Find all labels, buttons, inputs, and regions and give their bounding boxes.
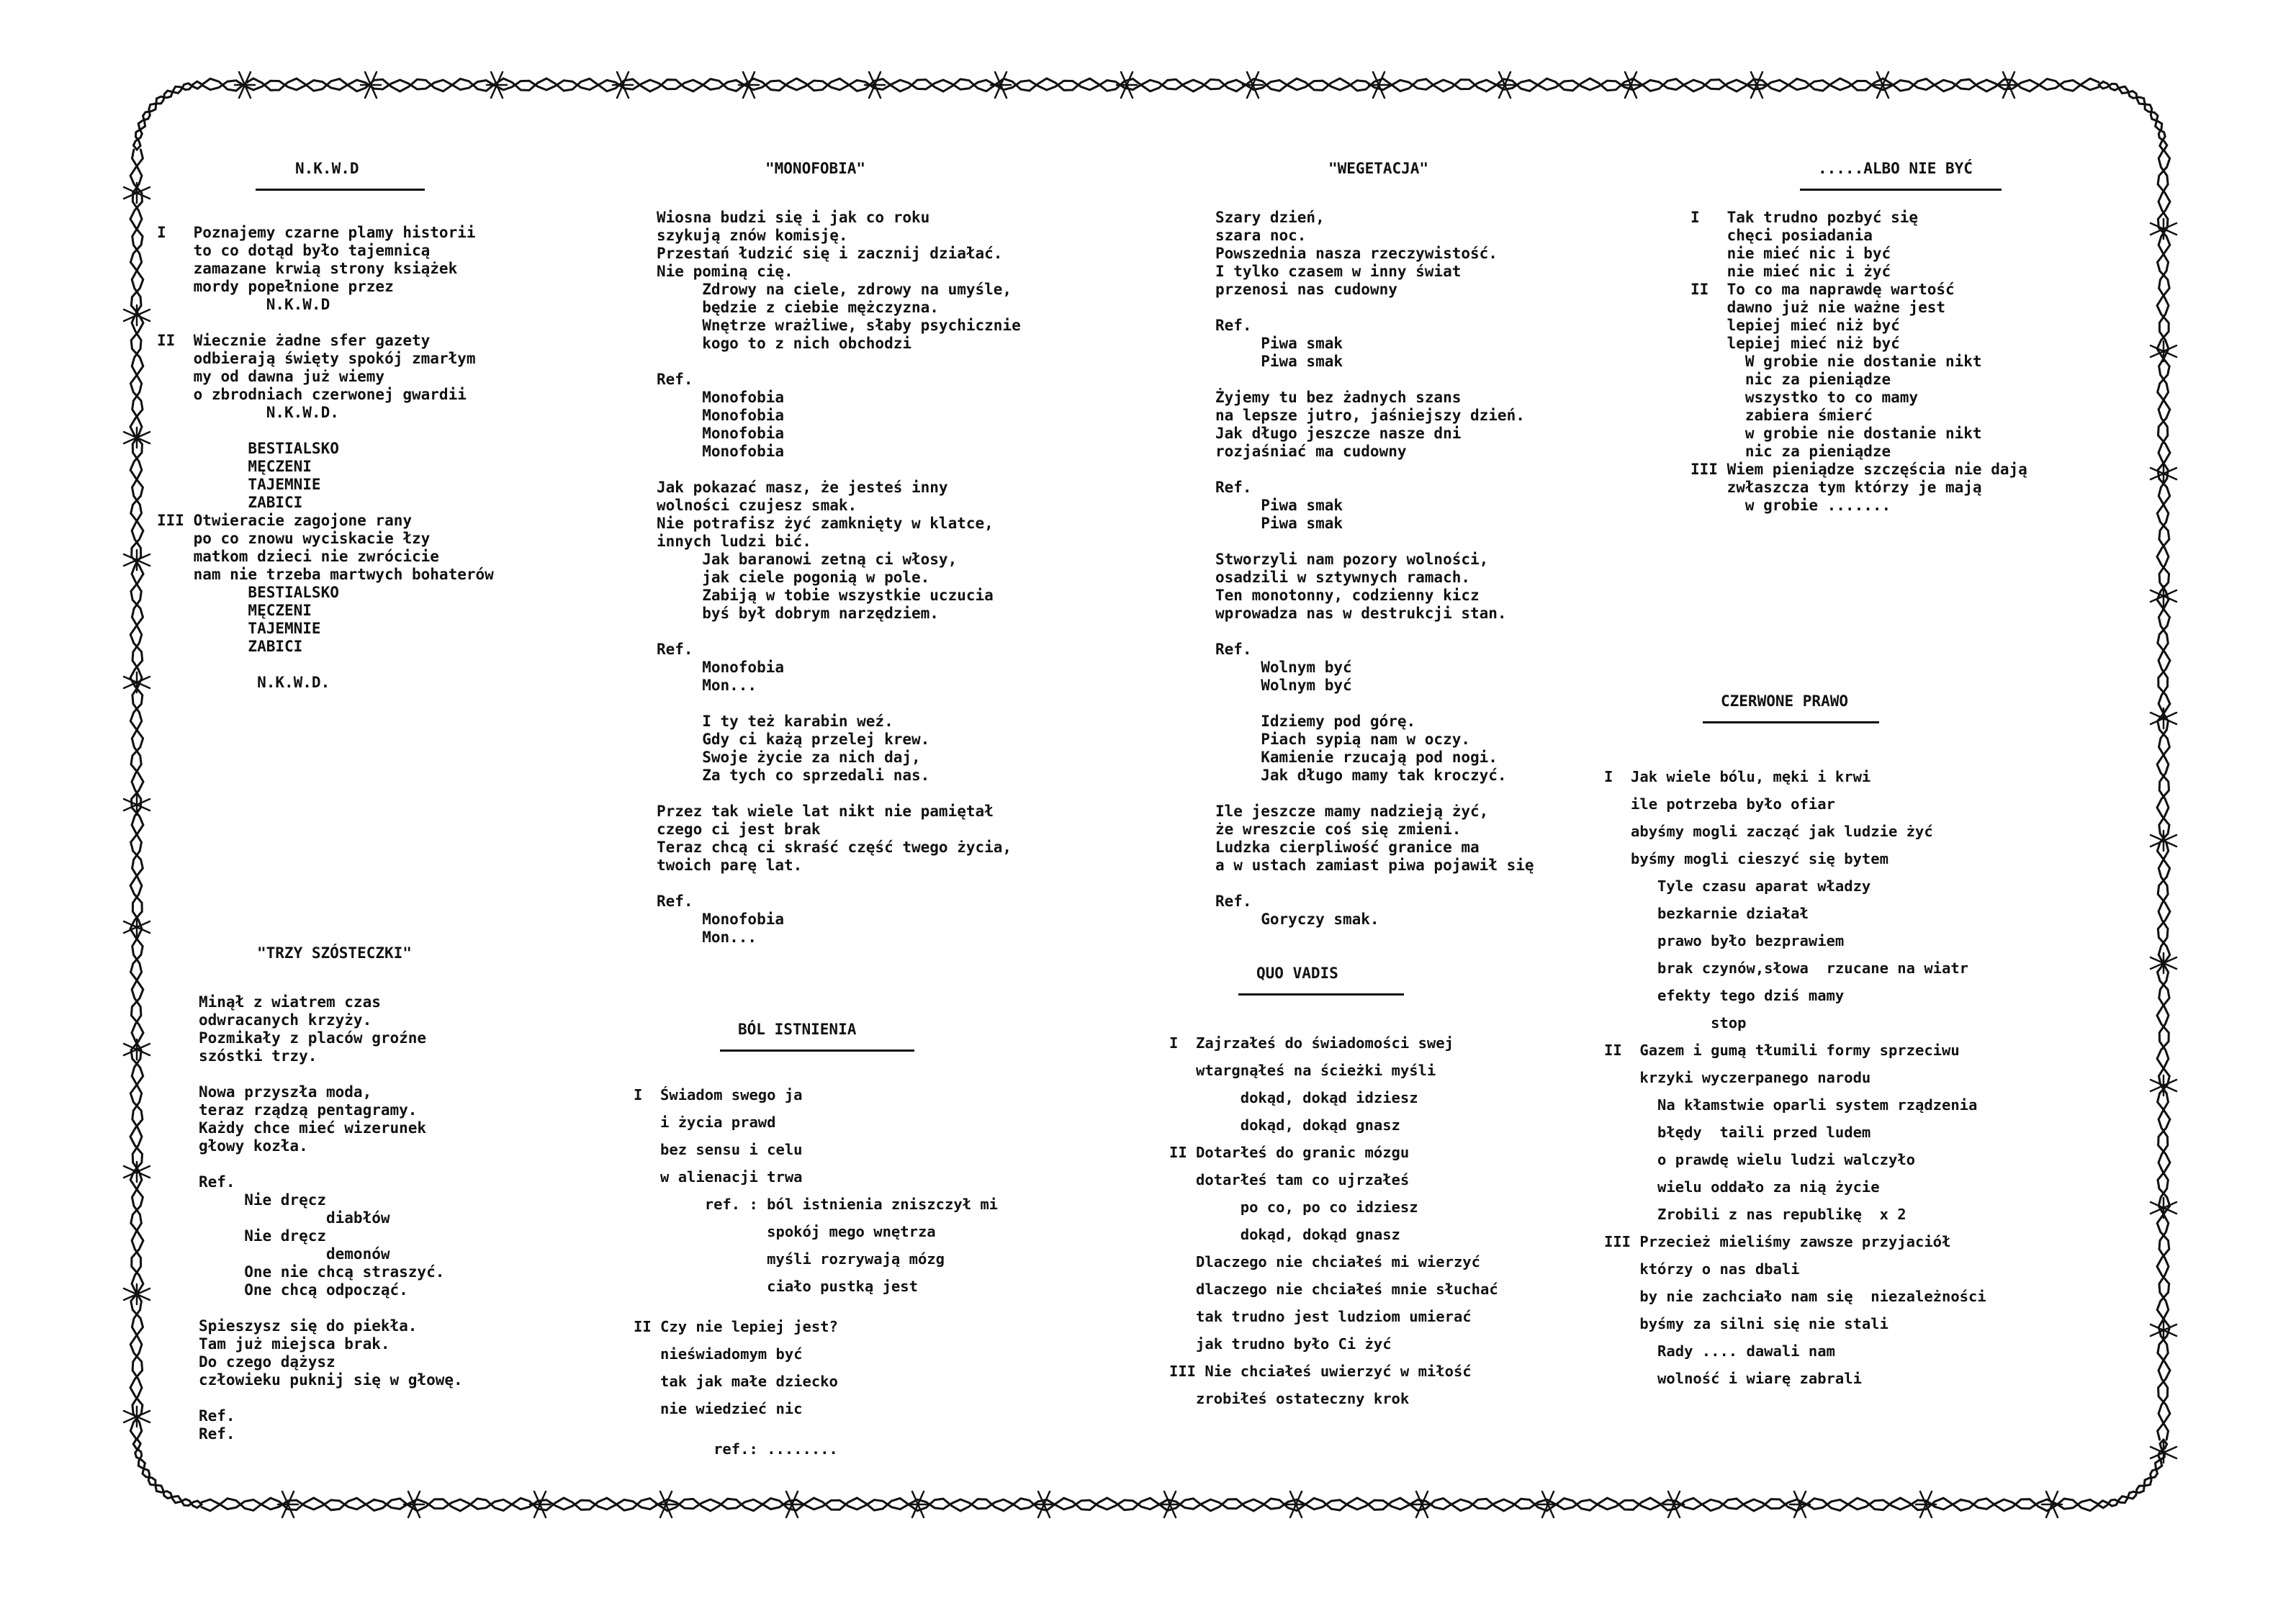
stanza-gap	[1215, 533, 1534, 551]
lyric-line: Minął z wiatrem czas	[199, 993, 381, 1011]
lyric-line: to co dotąd było tajemnicą	[157, 242, 431, 259]
lyric-line: Monofobia	[657, 443, 785, 460]
wire-barb	[1999, 72, 2019, 98]
song-title-quo-vadis: QUO VADIS	[1256, 965, 1338, 982]
stanza-gap	[1215, 461, 1534, 479]
stanza-gap	[657, 623, 1021, 641]
lyric-line: czego ci jest brak	[657, 821, 821, 838]
stanza-gap	[199, 1065, 463, 1083]
wire-barb	[124, 1039, 150, 1060]
lyric-line: bezkarnie działał	[1604, 905, 1809, 922]
lyric-line: o prawdę wielu ludzi walczyło	[1604, 1151, 1915, 1168]
wire-barb	[1747, 72, 1767, 98]
lyric-line: ZABICI	[157, 494, 303, 511]
stanza-gap	[199, 1155, 463, 1173]
lyric-line: kogo to z nich obchodzi	[657, 335, 912, 352]
wire-barb	[739, 72, 759, 98]
lyric-line: przenosi nas cudowny	[1215, 281, 1397, 298]
lyric-line: i życia prawd	[634, 1114, 776, 1131]
lyric-line: głowy kozła.	[199, 1137, 308, 1155]
lyric-line: diabłów	[199, 1209, 390, 1227]
lyric-line: by nie zachciało nam się niezależności	[1604, 1288, 1986, 1305]
stanza-gap	[657, 461, 1021, 479]
lyric-line: byśmy mogli cieszyć się bytem	[1604, 850, 1888, 867]
wire-barb	[1790, 1491, 1810, 1517]
wire-barb	[1369, 72, 1389, 98]
lyric-line: Jak pokazać masz, że jesteś inny	[657, 479, 948, 496]
lyric-line: TAJEMNIE	[157, 476, 321, 493]
stanza-gap	[657, 695, 1021, 713]
lyric-line: Monofobia	[657, 407, 785, 424]
lyric-line: ciało pustką jest	[634, 1278, 918, 1295]
lyric-line: I Poznajemy czarne plamy historii	[157, 224, 476, 241]
song-czerwone-lyrics	[1604, 763, 1986, 1392]
lyric-line: Kamienie rzucają pod nogi.	[1215, 749, 1498, 766]
lyric-line: Wolnym być	[1215, 659, 1352, 676]
stanza-gap	[1215, 623, 1534, 641]
lyric-line: BESTIALSKO	[157, 440, 339, 457]
lyric-line: Stworzyli nam pozory wolności,	[1215, 551, 1489, 568]
wire-barb	[124, 917, 150, 937]
wire-barb	[124, 672, 150, 692]
lyric-line: III Wiem pieniądze szczęścia nie dają	[1691, 461, 2027, 478]
lyric-line: N.K.W.D	[157, 296, 330, 313]
lyric-line: II To co ma naprawdę wartość	[1691, 281, 1955, 298]
lyric-line: Wiosna budzi się i jak co roku	[657, 209, 930, 226]
wire-barb	[2151, 1443, 2176, 1463]
wire-barb	[1286, 1491, 1306, 1517]
lyric-line: Nie dręcz	[199, 1191, 327, 1209]
song-bol-lyrics	[634, 1081, 998, 1463]
lyric-line: Ref.	[199, 1407, 235, 1425]
wire-barb	[908, 1491, 928, 1517]
lyric-line: Jak baranowi zetną ci włosy,	[657, 551, 958, 568]
song-nkwd-lyrics	[157, 224, 494, 692]
lyric-line: dokąd, dokąd gnasz	[1169, 1226, 1400, 1243]
wire-barb	[782, 1491, 802, 1517]
lyric-line: Swoje życie za nich daj,	[657, 749, 921, 766]
wire-barb	[1621, 72, 1641, 98]
lyric-line: I ty też karabin weź.	[657, 713, 893, 730]
stanza-gap	[1215, 695, 1534, 713]
lyric-line: Ten monotonny, codzienny kicz	[1215, 587, 1480, 604]
song-title-nkwd: N.K.W.D	[295, 160, 359, 177]
lyric-line: wtargnąłeś na ścieżki myśli	[1169, 1062, 1436, 1079]
lyric-line: wolności czujesz smak.	[657, 497, 857, 514]
wire-barb	[1538, 1491, 1558, 1517]
title-underline	[256, 189, 425, 191]
song-quo-lyrics	[1169, 1029, 1498, 1412]
lyric-line: Nie pominą cię.	[657, 263, 793, 280]
lyric-line: tak jak małe dziecko	[634, 1373, 838, 1390]
lyric-line: spokój mego wnętrza	[634, 1223, 936, 1240]
wire-barb	[404, 1491, 424, 1517]
lyric-line: Ludzka cierpliwość granice ma	[1215, 839, 1480, 856]
wire-barb	[124, 183, 150, 203]
lyric-line: ZABICI	[157, 638, 303, 655]
wire-barb	[1495, 72, 1515, 98]
lyric-line: MĘCZENI	[157, 458, 312, 475]
lyric-line: dotarłeś tam co ujrzałeś	[1169, 1171, 1410, 1188]
song-title-wegetacja: "WEGETACJA"	[1328, 160, 1429, 177]
stanza-gap	[1215, 371, 1534, 389]
stanza-gap	[634, 1300, 998, 1313]
wire-barb	[124, 428, 150, 448]
lyric-line: Nie potrafisz żyć zamknięty w klatce,	[657, 515, 994, 532]
wire-barb	[613, 72, 633, 98]
lyric-line: lepiej mieć niż być	[1691, 335, 1900, 352]
song-title-trzy-szosteczki: "TRZY SZÓSTECZKI"	[257, 944, 412, 962]
lyric-line: bez sensu i celu	[634, 1141, 803, 1158]
lyric-line: na lepsze jutro, jaśniejszy dzień.	[1215, 407, 1525, 424]
wire-barb	[2151, 831, 2176, 851]
lyric-line: zrobiłeś ostateczny krok	[1169, 1390, 1410, 1407]
wire-barb	[2151, 708, 2176, 728]
stanza-gap	[634, 1422, 998, 1435]
lyric-line: Wnętrze wrażliwe, słaby psychicznie	[657, 317, 1021, 334]
lyric-line: będzie z ciebie mężczyzna.	[657, 299, 939, 316]
lyric-line: szara noc.	[1215, 227, 1307, 244]
lyric-line: mordy popełnione przez	[157, 278, 394, 295]
wire-barb	[124, 550, 150, 570]
wire-barb	[2151, 586, 2176, 606]
lyric-line: że wreszcie coś się zmieni.	[1215, 821, 1462, 838]
lyric-line: Piach sypią nam w oczy.	[1215, 731, 1471, 748]
lyric-line: nic za pieniądze	[1691, 371, 1891, 388]
lyric-line: a w ustach zamiast piwa pojawił się	[1215, 857, 1534, 874]
stanza-gap	[157, 314, 494, 332]
lyric-line: I Świadom swego ja	[634, 1086, 803, 1103]
lyric-line: wprowadza nas w destrukcji stan.	[1215, 605, 1507, 622]
title-underline	[1703, 721, 1879, 723]
lyric-line: N.K.W.D.	[157, 674, 330, 691]
wire-barb	[124, 305, 150, 325]
lyric-line: wszystko to co mamy	[1691, 389, 1919, 406]
lyric-line: dlaczego nie chciałeś mnie słuchać	[1169, 1281, 1498, 1298]
lyric-line: Zdrowy na ciele, zdrowy na umyśle,	[657, 281, 1012, 298]
lyric-line: BESTIALSKO	[157, 584, 339, 601]
lyric-line: One nie chcą straszyć.	[199, 1263, 445, 1281]
lyric-line: Powszednia nasza rzeczywistość.	[1215, 245, 1498, 262]
lyric-line: Ref.	[657, 641, 693, 658]
lyric-line: Za tych co sprzedali nas.	[657, 767, 930, 784]
lyric-line: Ref.	[657, 371, 693, 388]
lyric-line: Ref.	[1215, 641, 1252, 658]
lyric-line: Nie dręcz	[199, 1227, 327, 1245]
lyric-line: Przez tak wiele lat nikt nie pamiętał	[657, 803, 994, 820]
wire-barb	[991, 72, 1011, 98]
wire-barb	[1412, 1491, 1432, 1517]
wire-barb	[361, 72, 381, 98]
lyric-line: Szary dzień,	[1215, 209, 1325, 226]
lyric-line: I Jak wiele bólu, męki i krwi	[1604, 768, 1871, 785]
stanza-gap	[199, 1299, 463, 1317]
wire-barb	[1916, 1491, 1936, 1517]
lyric-line: człowieku puknij się w głowę.	[199, 1371, 463, 1389]
song-title-bol-istnienia: BÓL ISTNIENIA	[738, 1021, 857, 1038]
lyric-line: N.K.W.D.	[157, 404, 339, 421]
wire-barb	[2151, 1320, 2176, 1340]
lyric-line: Monofobia	[657, 389, 785, 406]
lyric-line: lepiej mieć niż być	[1691, 317, 1900, 334]
wire-barb	[2151, 953, 2176, 973]
lyric-line: szóstki trzy.	[199, 1047, 318, 1065]
lyric-line: wielu oddało za nią życie	[1604, 1178, 1880, 1196]
lyric-line: Piwa smak	[1215, 353, 1343, 370]
lyric-line: Pozmikały z placów groźne	[199, 1029, 427, 1047]
lyric-line: jak trudno było Ci żyć	[1169, 1335, 1392, 1353]
wire-barb	[1160, 1491, 1180, 1517]
lyric-line: byś był dobrym narzędziem.	[657, 605, 939, 622]
lyric-line: Goryczy smak.	[1215, 911, 1379, 928]
lyric-line: Monofobia	[657, 911, 785, 928]
lyric-line: ref. : ból istnienia zniszczył mi	[634, 1196, 999, 1213]
song-title-czerwone-prawo: CZERWONE PRAWO	[1721, 692, 1849, 710]
stanza-gap	[199, 1389, 463, 1407]
lyric-line: II Wiecznie żadne sfer gazety	[157, 332, 431, 349]
lyric-line: I Zajrzałeś do świadomości swej	[1169, 1034, 1454, 1052]
stanza-gap	[1215, 299, 1534, 317]
lyric-line: dokąd, dokąd idziesz	[1169, 1089, 1418, 1106]
lyric-line: teraz rządzą pentagramy.	[199, 1101, 418, 1119]
stanza-gap	[1215, 785, 1534, 803]
lyric-line: nic za pieniądze	[1691, 443, 1891, 460]
lyric-line: demonów	[199, 1245, 390, 1263]
lyric-line: Dlaczego nie chciałeś mi wierzyć	[1169, 1253, 1480, 1270]
lyric-line: chęci posiadania	[1691, 227, 1873, 244]
wire-barb	[656, 1491, 676, 1517]
song-wegetacja-lyrics	[1215, 209, 1534, 929]
stanza-gap	[1215, 875, 1534, 893]
lyric-line: III Otwieracie zagojone rany	[157, 512, 413, 529]
wire-barb	[2151, 464, 2176, 484]
lyric-line: Tyle czasu aparat władzy	[1604, 877, 1871, 895]
lyric-line: tak trudno jest ludziom umierać	[1169, 1308, 1472, 1325]
wire-barb	[124, 795, 150, 815]
lyric-line: Piwa smak	[1215, 515, 1343, 532]
lyric-line: szykują znów komisję.	[657, 227, 848, 244]
wire-barb	[1117, 72, 1137, 98]
lyric-line: Ref.	[199, 1425, 235, 1443]
lyric-line: rozjaśniać ma cudowny	[1215, 443, 1407, 460]
lyric-line: innych ludzi bić.	[657, 533, 811, 550]
lyric-line: nie mieć nic i być	[1691, 245, 1891, 262]
title-underline	[1238, 993, 1404, 996]
wire-barb	[124, 1407, 150, 1427]
wire-barb	[2151, 341, 2176, 361]
song-title-monofobia: "MONOFOBIA"	[765, 160, 866, 177]
lyric-line: wolność i wiarę zabrali	[1604, 1370, 1862, 1387]
lyric-line: Mon...	[657, 677, 757, 694]
lyric-line: odwracanych krzyży.	[199, 1011, 372, 1029]
lyric-line: One chcą odpocząć.	[199, 1281, 408, 1299]
lyric-line: byśmy za silni się nie stali	[1604, 1315, 1888, 1332]
lyric-line: Do czego dążysz	[199, 1353, 336, 1371]
lyric-line: efekty tego dziś mamy	[1604, 987, 1845, 1004]
lyric-line: twoich parę lat.	[657, 857, 803, 874]
lyric-line: Rady .... dawali nam	[1604, 1342, 1835, 1360]
wire-barb	[124, 1284, 150, 1304]
song-title-albo-nie-byc: .....ALBO NIE BYĆ	[1818, 160, 1973, 177]
lyric-line: TAJEMNIE	[157, 620, 321, 637]
lyric-line: Ref.	[1215, 317, 1252, 334]
lyric-line: nie wiedzieć nic	[634, 1400, 803, 1417]
lyric-line: w grobie .......	[1691, 497, 1891, 514]
lyric-line: Ref.	[657, 893, 693, 910]
lyric-line: Monofobia	[657, 425, 785, 442]
lyric-line: po co znowu wyciskacie łzy	[157, 530, 431, 547]
wire-barb	[865, 72, 885, 98]
lyric-line: zabiera śmierć	[1691, 407, 1873, 424]
lyric-line: Zabiją w tobie wszystkie uczucia	[657, 587, 994, 604]
lyric-line: my od dawna już wiemy	[157, 368, 385, 385]
lyric-line: błędy taili przed ludem	[1604, 1124, 1871, 1141]
stanza-gap	[657, 875, 1021, 893]
wire-barb	[1243, 72, 1263, 98]
song-trzy-lyrics	[199, 993, 463, 1443]
lyric-line: I tylko czasem w inny świat	[1215, 263, 1462, 280]
lyric-line: krzyki wyczerpanego narodu	[1604, 1069, 1871, 1086]
lyric-line: brak czynów,słowa rzucane na wiatr	[1604, 960, 1969, 977]
stanza-gap	[157, 422, 494, 440]
lyric-line: Teraz chcą ci skraść część twego życia,	[657, 839, 1012, 856]
lyric-line: o zbrodniach czerwonej gwardii	[157, 386, 467, 403]
lyric-line: ref.: ........	[634, 1440, 838, 1458]
lyric-line: w grobie nie dostanie nikt	[1691, 425, 1982, 442]
wire-barb	[1664, 1491, 1684, 1517]
lyric-line: Piwa smak	[1215, 497, 1343, 514]
lyric-line: Wolnym być	[1215, 677, 1352, 694]
wire-barb	[124, 1162, 150, 1182]
lyric-line: II Czy nie lepiej jest?	[634, 1318, 838, 1335]
stanza-gap	[157, 656, 494, 674]
wire-barb	[278, 1491, 298, 1517]
lyric-line: MĘCZENI	[157, 602, 312, 619]
lyric-line: Piwa smak	[1215, 335, 1343, 352]
wire-barb	[2151, 1075, 2176, 1096]
stanza-gap	[657, 785, 1021, 803]
lyric-line: zwłaszcza tym którzy je mają	[1691, 479, 1982, 496]
lyric-line: Monofobia	[657, 659, 785, 676]
title-underline	[1800, 189, 2002, 191]
lyric-line: nieświadomym być	[634, 1345, 803, 1363]
lyric-line: Ref.	[1215, 893, 1252, 910]
lyric-line: Jak długo mamy tak kroczyć.	[1215, 767, 1507, 784]
lyric-line: matkom dzieci nie zwrócicie	[157, 548, 439, 565]
wire-barb	[530, 1491, 550, 1517]
lyric-line: myśli rozrywają mózg	[634, 1250, 945, 1268]
lyric-line: Każdy chce mieć wizerunek	[199, 1119, 427, 1137]
lyric-line: Tam już miejsca brak.	[199, 1335, 390, 1353]
lyric-line: nam nie trzeba martwych bohaterów	[157, 566, 494, 583]
lyric-line: abyśmy mogli zacząć jak ludzie żyć	[1604, 823, 1933, 840]
title-underline	[720, 1049, 914, 1052]
lyric-line: II Gazem i gumą tłumili formy sprzeciwu	[1604, 1042, 1960, 1059]
lyric-line: po co, po co idziesz	[1169, 1198, 1418, 1216]
lyric-line: Nowa przyszła moda,	[199, 1083, 372, 1101]
lyric-line: Gdy ci każą przelej krew.	[657, 731, 930, 748]
lyric-line: dawno już nie ważne jest	[1691, 299, 1946, 316]
stanza-gap	[657, 353, 1021, 371]
lyric-line: III Nie chciałeś uwierzyć w miłość	[1169, 1363, 1472, 1380]
wire-barb	[2151, 1198, 2176, 1218]
lyric-line: Jak długo jeszcze nasze dni	[1215, 425, 1462, 442]
lyric-line: którzy o nas dbali	[1604, 1260, 1800, 1278]
lyric-line: Ref.	[199, 1173, 235, 1191]
lyric-line: osadzili w sztywnych ramach.	[1215, 569, 1471, 586]
lyric-line: prawo było bezprawiem	[1604, 932, 1845, 949]
lyric-line: II Dotarłeś do granic mózgu	[1169, 1144, 1410, 1161]
wire-barb	[235, 72, 255, 98]
wire-barb	[1034, 1491, 1054, 1517]
lyric-line: ile potrzeba było ofiar	[1604, 795, 1835, 813]
lyric-line: stop	[1604, 1014, 1747, 1032]
wire-barb	[1873, 72, 1893, 98]
lyric-line: I Tak trudno pozbyć się	[1691, 209, 1919, 226]
lyric-line: w alienacji trwa	[634, 1168, 803, 1186]
song-monofobia-lyrics	[657, 209, 1021, 947]
lyric-line: III Przecież mieliśmy zawsze przyjaciół	[1604, 1233, 1951, 1250]
lyric-line: Ref.	[1215, 479, 1252, 496]
lyric-line: Na kłamstwie oparli system rządzenia	[1604, 1096, 1978, 1114]
song-albo-lyrics	[1691, 209, 2027, 515]
lyric-line: zamazane krwią strony książek	[157, 260, 458, 277]
lyric-line: Spieszysz się do piekła.	[199, 1317, 418, 1335]
lyric-line: jak ciele pogonią w pole.	[657, 569, 930, 586]
lyric-line: nie mieć nic i żyć	[1691, 263, 1891, 280]
wire-barb	[2151, 219, 2176, 239]
lyric-line: Idziemy pod górę.	[1215, 713, 1416, 730]
lyric-line: Żyjemy tu bez żadnych szans	[1215, 389, 1462, 406]
lyric-line: odbierają święty spokój zmarłym	[157, 350, 476, 367]
lyric-line: dokąd, dokąd gnasz	[1169, 1116, 1400, 1134]
wire-barb	[2042, 1491, 2062, 1517]
lyric-line: Przestań łudzić się i zacznij działać.	[657, 245, 1003, 262]
lyric-line: Mon...	[657, 929, 757, 946]
lyric-line: Ile jeszcze mamy nadzieją żyć,	[1215, 803, 1489, 820]
lyric-line: W grobie nie dostanie nikt	[1691, 353, 1982, 370]
lyric-line: Zrobili z nas republikę x 2	[1604, 1206, 1906, 1223]
wire-barb	[487, 72, 507, 98]
